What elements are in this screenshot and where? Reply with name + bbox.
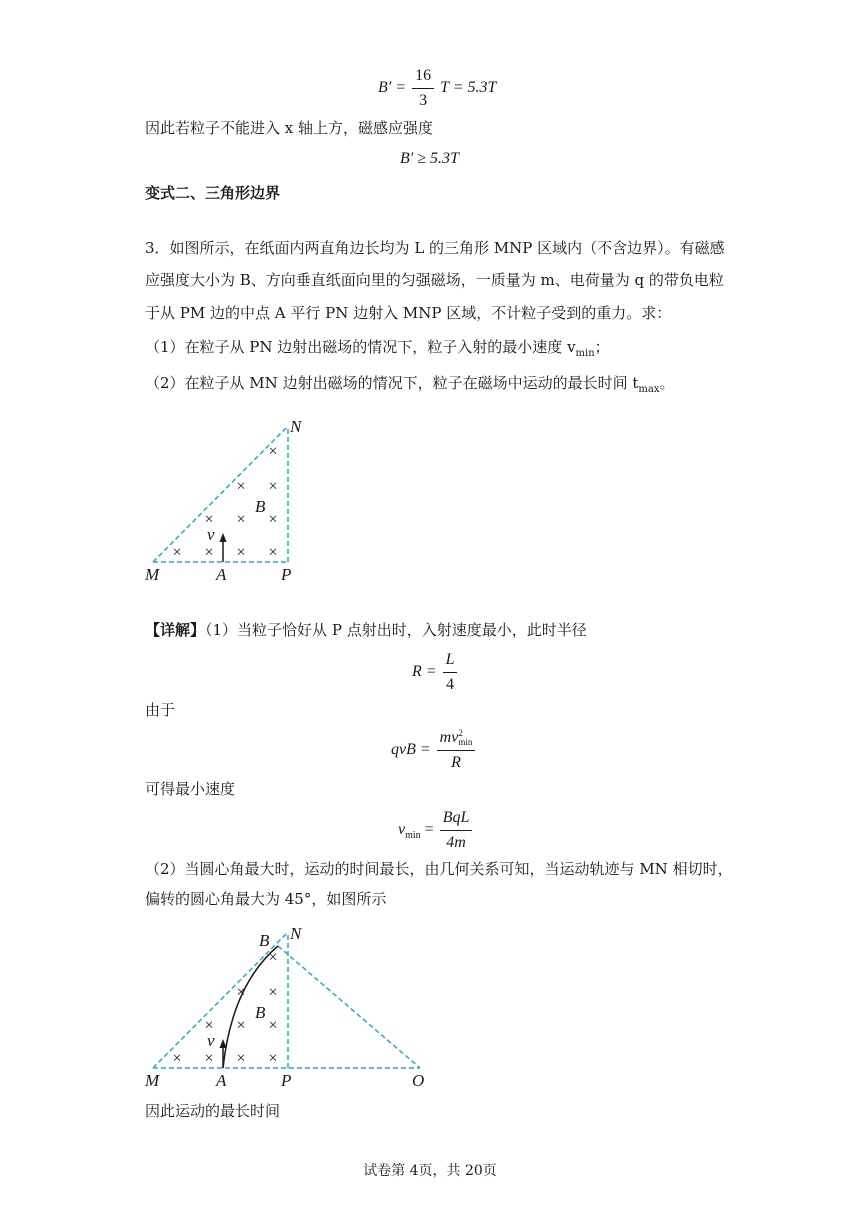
fig2-label-m: M [145, 1071, 160, 1090]
fig2-cross: × [204, 1050, 214, 1067]
fig1-label-p: P [281, 565, 292, 584]
fig2-cross: × [268, 1050, 278, 1067]
problem-intro-line2: 应强度大小为 B、方向垂直纸面向里的匀强磁场，一质量为 m、电荷量为 q 的带负电粒 [145, 271, 724, 289]
fig1-label-b: B [255, 497, 266, 516]
fig2-cross: × [268, 984, 278, 1001]
eq4-num-sub: min [458, 737, 473, 748]
fig1-label-a: A [216, 565, 227, 584]
problem-intro-line1: 3．如图所示，在纸面内两直角边长均为 L 的三角形 MNP 区域内（不含边界）。有磁感 [145, 239, 725, 257]
figure-1-triangle-field [140, 412, 310, 587]
equation-b-prime-ineq: B′ ≥ 5.3T [400, 150, 459, 167]
fig1-label-m: M [145, 565, 160, 584]
question-1-end: ； [594, 338, 610, 356]
fig2-cross: × [268, 1017, 278, 1034]
eq3-lhs: R = [412, 663, 437, 681]
fig2-label-n: N [290, 924, 302, 943]
eq1-rhs: T = 5.3T [440, 79, 497, 97]
fig2-label-v: v [207, 1031, 215, 1050]
eq3-fraction [443, 650, 458, 695]
fig2-cross: × [236, 1050, 246, 1067]
fig1-cross: × [172, 544, 182, 561]
get-min-v-text: 可得最小速度 [145, 780, 236, 798]
detail-2b: 偏转的圆心角最大为 45°，如图所示 [145, 890, 387, 908]
fig1-cross: × [268, 544, 278, 561]
problem-intro-line3: 于从 PM 边的中点 A 平行 PN 边射入 MNP 区域，不计粒子受到的重力。求： [145, 304, 672, 322]
question-1-text: （1）在粒子从 PN 边射出磁场的情况下，粒子入射的最小速度 v [145, 338, 576, 356]
eq4-num-main: mv [439, 729, 459, 746]
question-2-text: （2）在粒子从 MN 边射出磁场的情况下，粒子在磁场中运动的最长时间 t [145, 374, 639, 392]
fig1-cross: × [236, 544, 246, 561]
detail-2a: （2）当圆心角最大时，运动的时间最长，由几何关系可知，当运动轨迹与 MN 相切时， [145, 860, 733, 878]
eq5-equals: = [424, 821, 434, 839]
eq4-lhs: qvB = [391, 741, 431, 759]
eq1-denominator: 3 [419, 92, 428, 109]
fig1-cross: × [268, 478, 278, 495]
fig2-label-b-field: B [255, 1003, 266, 1022]
fig1-cross: × [236, 511, 246, 528]
fig1-label-v: v [207, 525, 215, 544]
equation-radius [412, 650, 459, 695]
fig2-cross: × [268, 949, 278, 966]
fig1-velocity-arrow-head [220, 533, 227, 542]
eq4-numerator [437, 728, 476, 751]
b-prime-text: 因此若粒子不能进入 x 轴上方，磁感应强度 [145, 119, 433, 137]
equation-lorentz [391, 728, 477, 773]
eq1-numerator: 16 [412, 66, 434, 89]
fig1-cross: × [236, 478, 246, 495]
eq5-lhs-sub: min [405, 830, 421, 842]
eq4-num-sup: 2 [458, 728, 463, 739]
fig2-label-b-point: B [259, 931, 270, 950]
question-1-subscript: min [575, 348, 595, 359]
fig1-cross: × [204, 511, 214, 528]
eq5-lhs: v [398, 821, 406, 839]
eq4-fraction [437, 728, 476, 773]
fig2-cross: × [204, 1017, 214, 1034]
figure-2-trajectory [140, 920, 440, 1090]
eq1-fraction [412, 66, 434, 111]
eq5-fraction [440, 808, 473, 853]
question-1 [145, 337, 610, 360]
section-title: 变式二、三角形边界 [145, 184, 281, 202]
eq4-denominator: R [451, 754, 461, 771]
equation-b-prime [378, 66, 496, 111]
detail-1-text: （1）当粒子恰好从 P 点射出时，入射速度最小，此时半径 [205, 621, 587, 639]
eq3-numerator: L [443, 650, 458, 673]
detail-1 [145, 620, 587, 640]
fig1-label-n: N [290, 417, 302, 436]
fig2-label-p: P [281, 1071, 292, 1090]
fig2-cross: × [172, 1050, 182, 1067]
fig1-cross: × [268, 443, 278, 460]
equation-min-velocity [398, 808, 474, 853]
fig2-velocity-arrow-head [220, 1039, 227, 1048]
question-2 [145, 373, 674, 396]
detail-tag: 【详解】 [145, 621, 206, 639]
eq5-numerator: BqL [440, 808, 473, 831]
question-2-end: 。 [659, 374, 675, 392]
eq1-lhs: B′ = [378, 79, 407, 97]
question-2-subscript: max [638, 384, 660, 395]
eq3-denominator: 4 [446, 676, 455, 693]
fig1-cross: × [204, 544, 214, 561]
fig1-cross: × [268, 511, 278, 528]
fig2-cross: × [236, 1017, 246, 1034]
fig2-label-a: A [216, 1071, 227, 1090]
fig2-label-o: O [412, 1071, 425, 1090]
since-text: 由于 [145, 701, 176, 719]
page-footer: 试卷第 4页，共 20页 [363, 1163, 497, 1179]
fig2-radius-ob [278, 946, 420, 1068]
max-time-text: 因此运动的最长时间 [145, 1102, 281, 1120]
fig2-cross: × [236, 984, 246, 1001]
eq5-denominator: 4m [446, 834, 466, 851]
